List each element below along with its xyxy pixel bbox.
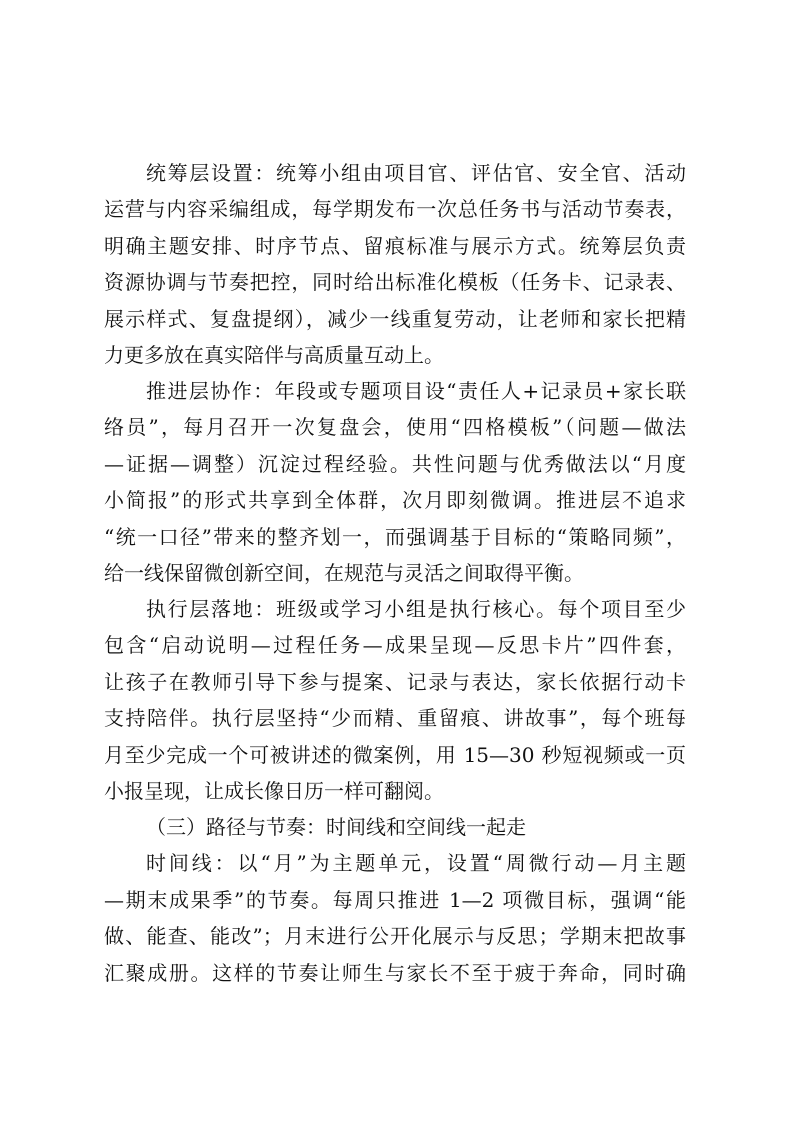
paragraph-line: 资源协调与节奏把控，同时给出标准化模板（任务卡、记录表、	[104, 270, 686, 294]
paragraph-line: 小简报”的形式共享到全体群，次月即刻微调。推进层不追求	[104, 488, 686, 512]
section-heading: （三）路径与节奏：时间线和空间线一起走	[146, 815, 526, 839]
paragraph-line: 执行层落地：班级或学习小组是执行核心。每个项目至少	[146, 597, 686, 621]
paragraph-line: —证据—调整）沉淀过程经验。共性问题与优秀做法以“月度	[104, 452, 686, 476]
paragraph-line: 月至少完成一个可被讲述的微案例，用 15—30 秒短视频或一页	[104, 743, 686, 767]
paragraph-line: 运营与内容采编组成，每学期发布一次总任务书与活动节奏表，	[104, 197, 686, 221]
paragraph-line: 让孩子在教师引导下参与提案、记录与表达，家长依据行动卡	[104, 670, 686, 694]
paragraph-line: 络员”，每月召开一次复盘会，使用“四格模板”（问题—做法	[104, 415, 686, 439]
paragraph-line: —期末成果季”的节奏。每周只推进 1—2 项微目标，强调“能	[104, 888, 686, 912]
paragraph-line: 小报呈现，让成长像日历一样可翻阅。	[104, 779, 444, 803]
paragraph-line: 明确主题安排、时序节点、留痕标准与展示方式。统筹层负责	[104, 234, 686, 258]
paragraph-line: “统一口径”带来的整齐划一，而强调基于目标的“策略同频”，	[104, 525, 686, 549]
paragraph-line: 包含“启动说明—过程任务—成果呈现—反思卡片”四件套，	[104, 633, 686, 657]
paragraph-line: 支持陪伴。执行层坚持“少而精、重留痕、讲故事”，每个班每	[104, 706, 686, 730]
paragraph-line: 做、能查、能改”；月末进行公开化展示与反思；学期末把故事	[104, 924, 686, 948]
paragraph-line: 给一线保留微创新空间，在规范与灵活之间取得平衡。	[104, 561, 584, 585]
paragraph-line: 推进层协作：年段或专题项目设“责任人+记录员+家长联	[146, 379, 686, 403]
paragraph-line: 汇聚成册。这样的节奏让师生与家长不至于疲于奔命，同时确	[104, 961, 686, 985]
paragraph-line: 时间线：以“月”为主题单元，设置“周微行动—月主题	[146, 851, 686, 875]
paragraph-line: 展示样式、复盘提纲），减少一线重复劳动，让老师和家长把精	[104, 307, 686, 331]
paragraph-line: 统筹层设置：统筹小组由项目官、评估官、安全官、活动	[146, 161, 686, 185]
paragraph-line: 力更多放在真实陪伴与高质量互动上。	[104, 343, 444, 367]
